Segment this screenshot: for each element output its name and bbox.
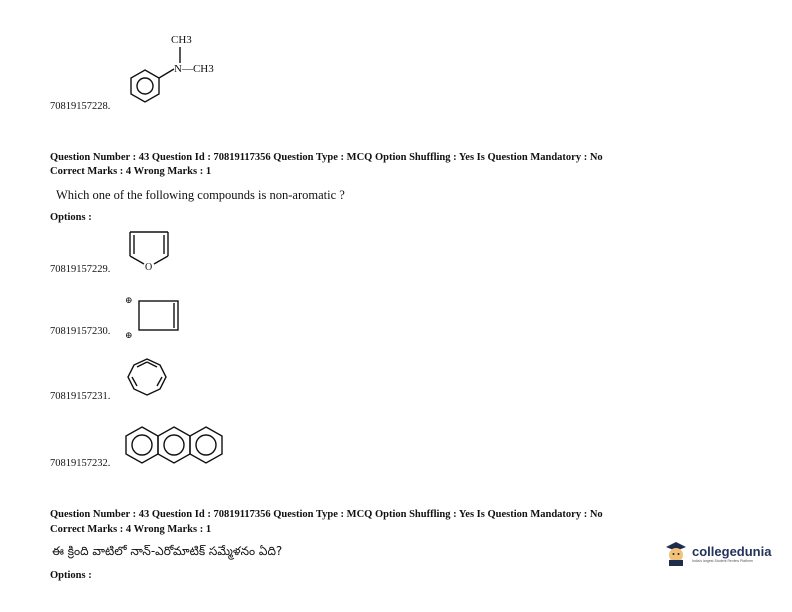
methyl-top-label: CH3	[171, 34, 192, 46]
question2-meta-line2: Correct Marks : 4 Wrong Marks : 1	[50, 524, 212, 535]
options-label: Options :	[50, 212, 92, 223]
option-id-230: 70819157230.	[50, 326, 111, 337]
positive-charge-bottom: ⊕	[125, 330, 133, 340]
positive-charge-top: ⊕	[125, 295, 133, 305]
furan-structure	[124, 224, 174, 274]
option-id-229: 70819157229.	[50, 264, 111, 275]
question2-options-label: Options :	[50, 570, 92, 581]
cycloheptatriene-structure	[126, 356, 170, 400]
question2-text: ఈ క్రింది వాటిలో నాన్-ఎరోమాటిక్ సమ్మేళనం ఏది?	[52, 544, 283, 558]
collegedunia-tagline: India's largest Student Review Platform	[692, 558, 753, 563]
nitrogen-methyl-label: N—CH3	[174, 63, 214, 75]
graduate-mascot-icon	[664, 540, 688, 566]
question-text: Which one of the following compounds is non-aromatic ?	[56, 188, 345, 202]
option-id-228: 70819157228.	[50, 101, 111, 112]
question-meta-line1: Question Number : 43 Question Id : 70819117356 Question Type : MCQ Option Shuffling : Yes Is Question Mandatory : No	[50, 152, 603, 163]
cyclobutadiene-dication-structure	[122, 292, 186, 342]
question-meta-line2: Correct Marks : 4 Wrong Marks : 1	[50, 166, 212, 177]
option-id-231: 70819157231.	[50, 391, 111, 402]
question2-meta-line1: Question Number : 43 Question Id : 70819117356 Question Type : MCQ Option Shuffling : Yes Is Question Mandatory : No	[50, 509, 603, 520]
collegedunia-watermark	[664, 540, 771, 566]
dimethylaniline-structure	[118, 30, 248, 110]
option-id-232: 70819157232.	[50, 458, 111, 469]
collegedunia-logo-text: collegedunia	[692, 543, 772, 559]
oxygen-label: O	[145, 262, 153, 273]
anthracene-structure	[124, 420, 230, 470]
